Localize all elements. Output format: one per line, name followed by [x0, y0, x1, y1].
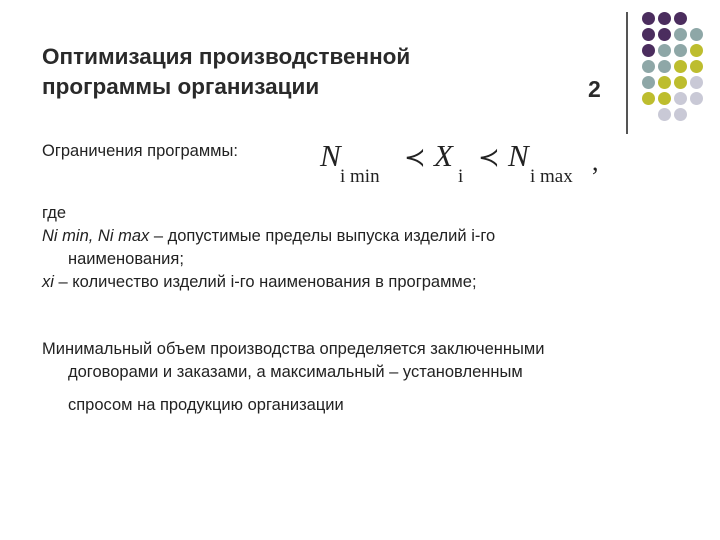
dot	[690, 28, 703, 41]
dot	[690, 44, 703, 57]
dot	[658, 28, 671, 41]
decorative-dot-grid	[634, 8, 714, 118]
formula-sub-i: i	[458, 166, 464, 187]
dot	[674, 44, 687, 57]
slide-title-line-2: программы организации	[42, 74, 320, 99]
slide-number: 2	[588, 76, 601, 102]
formula-n-max: N	[508, 138, 529, 173]
slide-title	[42, 42, 562, 102]
where-label: где	[42, 204, 67, 222]
dot	[642, 92, 655, 105]
dot	[658, 108, 671, 121]
paragraph-line-2: договорами и заказами, а максимальный – установленным	[68, 363, 523, 381]
formula-n-min: N	[320, 138, 341, 173]
dot	[674, 108, 687, 121]
dot	[674, 92, 687, 105]
quantity-term: xi	[42, 273, 54, 291]
limits-text: – допустимые пределы выпуска изделий i-го	[149, 227, 496, 245]
dot	[658, 76, 671, 89]
dot	[674, 12, 687, 25]
dot	[658, 12, 671, 25]
constraints-label: Ограничения программы:	[42, 142, 238, 160]
formula-comma: ,	[592, 147, 599, 176]
dot	[658, 60, 671, 73]
decorative-divider	[626, 12, 628, 134]
slide-title-line-1: Оптимизация производственной	[42, 44, 411, 69]
dot	[642, 28, 655, 41]
paragraph-line-1: Минимальный объем производства определяется заключенными	[42, 340, 545, 358]
formula-sub-min: i min	[340, 166, 380, 187]
definitions-block	[42, 202, 682, 294]
dot	[690, 92, 703, 105]
dot	[658, 92, 671, 105]
quantity-text: – количество изделий i-го наименования в программе;	[53, 273, 477, 291]
volume-paragraph	[42, 338, 702, 417]
formula-prec-1: ≺	[404, 143, 426, 172]
definition-limits	[42, 225, 682, 248]
dot	[642, 60, 655, 73]
dot	[674, 28, 687, 41]
dot	[690, 60, 703, 73]
dot	[642, 12, 655, 25]
formula-prec-2: ≺	[478, 143, 500, 172]
dot	[674, 60, 687, 73]
definition-limits-cont: наименования;	[68, 250, 184, 268]
dot	[690, 76, 703, 89]
definition-quantity	[42, 271, 682, 294]
dot	[642, 44, 655, 57]
formula-sub-max: i max	[530, 166, 573, 187]
dot	[658, 44, 671, 57]
paragraph-line-3: спросом на продукцию организации	[68, 396, 344, 414]
dot	[674, 76, 687, 89]
dot	[642, 76, 655, 89]
constraint-formula	[318, 136, 618, 192]
formula-x: X	[434, 138, 453, 173]
limits-term: Ni min, Ni max	[42, 227, 150, 245]
